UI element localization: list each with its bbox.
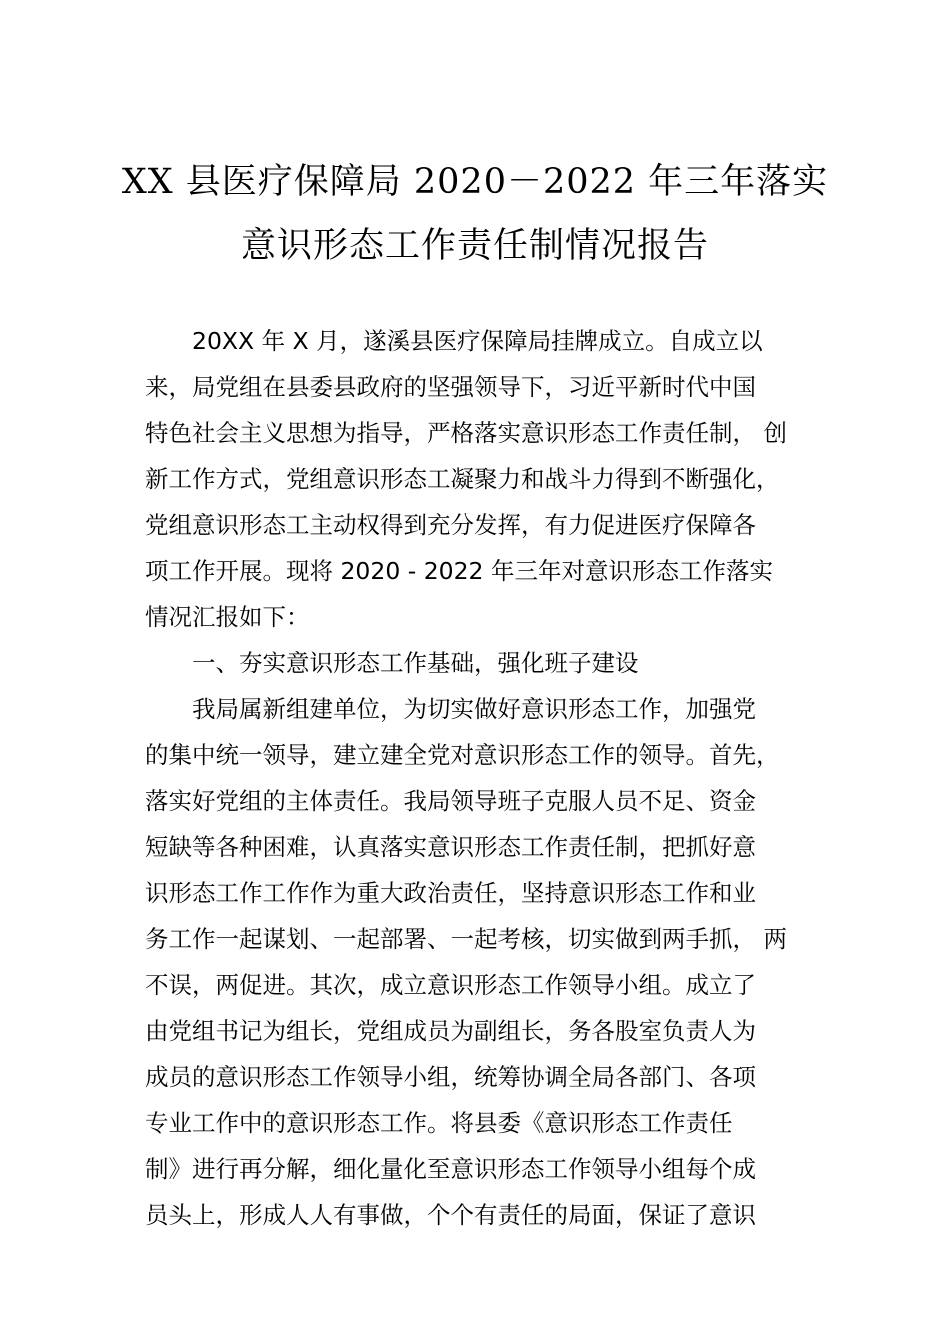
body-line: 落实好党组的主体责任。我局领导班子克服人员不足、资金 xyxy=(145,787,756,815)
body-line: 项工作开展。现将 2020 - 2022 年三年对意识形态工作落实 xyxy=(145,557,773,585)
body-line: 务工作一起谋划、一起部署、一起考核，切实做到两手抓， 两 xyxy=(145,925,787,953)
body-line: 由党组书记为组长，党组成员为副组长，务各股室负责人为 xyxy=(145,1017,756,1045)
body-line: 党组意识形态工主动权得到充分发挥，有力促进医疗保障各 xyxy=(145,511,756,539)
body-line: 来，局党组在县委县政府的坚强领导下，习近平新时代中国 xyxy=(145,373,756,401)
section-heading: 一、夯实意识形态工作基础，强化班子建设 xyxy=(192,649,639,677)
body-line: 我局属新组建单位，为切实做好意识形态工作，加强党 xyxy=(192,695,756,723)
body-line: 特色社会主义思想为指导，严格落实意识形态工作责任制， 创 xyxy=(145,419,787,447)
document-title-line-1: XX 县医疗保障局 2020－2022 年三年落实 xyxy=(121,162,829,202)
document-body xyxy=(145,318,835,1238)
body-line: 新工作方式，党组意识形态工凝聚力和战斗力得到不断强化， xyxy=(145,465,780,493)
document-title-line-2: 意识形态工作责任制情况报告 xyxy=(240,226,709,266)
body-line: 员头上，形成人人有事做，个个有责任的局面，保证了意识 xyxy=(145,1201,756,1229)
body-line: 成员的意识形态工作领导小组，统筹协调全局各部门、各项 xyxy=(145,1063,756,1091)
body-line: 的集中统一领导，建立建全党对意识形态工作的领导。首先， xyxy=(145,741,780,769)
body-line: 短缺等各种困难，认真落实意识形态工作责任制，把抓好意 xyxy=(145,833,756,861)
body-line: 专业工作中的意识形态工作。将县委《意识形态工作责任 xyxy=(145,1109,733,1137)
body-line: 识形态工作工作作为重大政治责任，坚持意识形态工作和业 xyxy=(145,879,756,907)
body-line: 制》进行再分解，细化量化至意识形态工作领导小组每个成 xyxy=(145,1155,756,1183)
body-line: 情况汇报如下： xyxy=(145,603,310,631)
body-line: 不误，两促进。其次，成立意识形态工作领导小组。成立了 xyxy=(145,971,756,999)
body-line: 20XX 年 X 月，遂溪县医疗保障局挂牌成立。自成立以 xyxy=(192,327,763,355)
